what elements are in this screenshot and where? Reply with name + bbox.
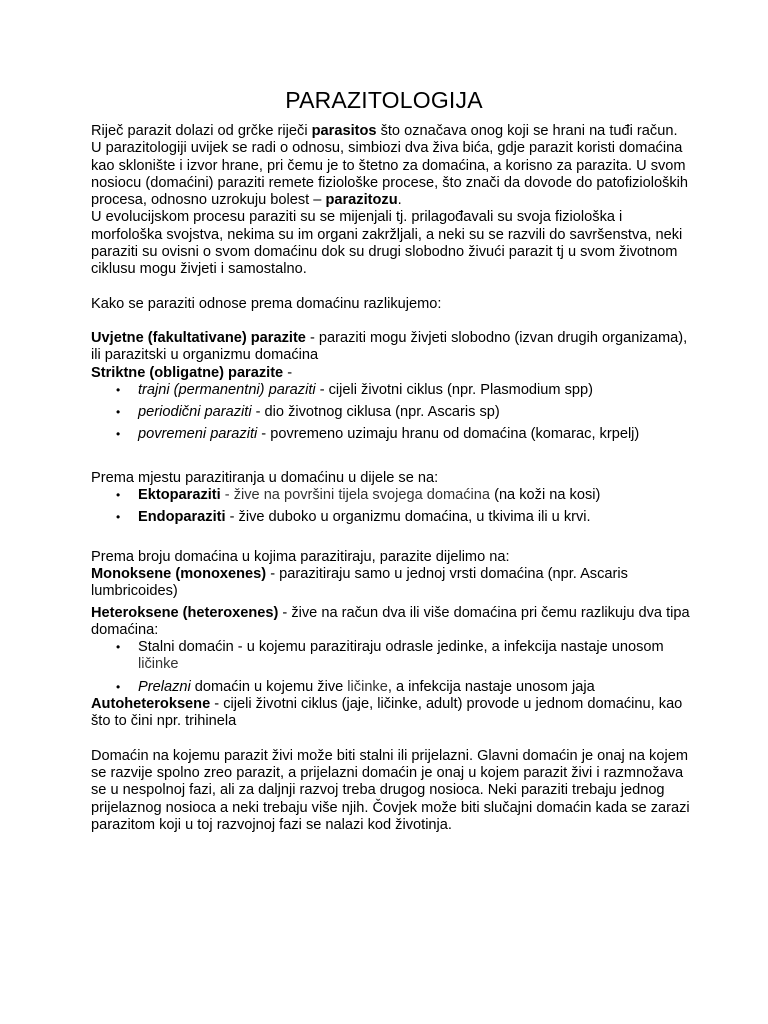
list-item: • periodični paraziti - dio životnog ciklusa (npr. Ascaris sp) bbox=[116, 404, 500, 421]
list-item: • Stalni domaćin - u kojemu parazitiraju odrasle jedinke, a infekcija nastaje unosom ličinke bbox=[116, 639, 664, 673]
bullet-icon: • bbox=[116, 679, 121, 694]
bullet-icon: • bbox=[116, 405, 121, 420]
location-intro: Prema mjestu parazitiranja u domaćinu u dijele se na: bbox=[91, 469, 439, 486]
term-autoheteroxenes: Autoheteroksene bbox=[91, 696, 211, 713]
term-obligate: Striktne (obligatne) parazite bbox=[91, 364, 284, 381]
facultative-paragraph: Uvjetne (fakultativane) parazite - paraziti mogu živjeti slobodno (izvan drugih organizama), ili parazitski u organizmu domaćina bbox=[91, 329, 688, 364]
list-item: • Prelazni domaćin u kojemu žive ličinke, a infekcija nastaje unosom jaja bbox=[116, 678, 595, 695]
intro-paragraph-1: Riječ parazit dolazi od grčke riječi parasitos što označava onog koji se hrani na tuđi račun. U parazitologiji uvijek se radi o odnosu, simbiozi dva živa bića, gdje parazit koristi domaćina kao sklonište i izvor hrane, pri čemu je to štetno za domaćina, a korisno za parazita. U svom nosiocu (domaćini) paraziti remete fiziološke procese, što znači da dovode do patofizioloških procesa, odnosno uzrokuju bolest – parazitozu. bbox=[91, 123, 689, 209]
bullet-icon: • bbox=[116, 488, 121, 503]
heteroxenes-paragraph: Heteroksene (heteroxenes) - žive na račun dva ili više domaćina pri čemu razlikuju dva tipa domaćina: bbox=[91, 604, 690, 638]
term-parasitos: parasitos bbox=[311, 123, 377, 139]
autoheteroxenes-paragraph: Autoheteroksene - cijeli životni ciklus (jaje, ličinke, adult) provode u jednom domaćinu, kao što to čini npr. trihinela bbox=[91, 696, 683, 730]
final-paragraph: Domaćin na kojemu parazit živi može biti stalni ili prijelazni. Glavni domaćin je onaj na kojem se razvije spolno zreo parazit, a prijelazni domaćin je onaj u kojem parazit živi i razmnožava se u nespolnoj fazi, ali za daljnji razvoj treba drugog nosioca. Neki paraziti trebaju jednog prijelaznog nosioca a neki trebaju više njih. Čovjek može biti slučajni domaćin kada se zarazi parazitom koji u toj razvojnoj fazi se nalazi kod životinja. bbox=[91, 747, 690, 833]
bullet-icon: • bbox=[116, 427, 121, 442]
monoxenes-paragraph: Monoksene (monoxenes) - parazitiraju samo u jednoj vrsti domaćina (npr. Ascaris lumbricoides) bbox=[91, 565, 628, 600]
obligate-paragraph: Striktne (obligatne) parazite - bbox=[91, 364, 293, 381]
list-item: • povremeni paraziti - povremeno uzimaju hranu od domaćina (komarac, krpelj) bbox=[116, 426, 640, 443]
list-item: • trajni (permanentni) paraziti - cijeli životni ciklus (npr. Plasmodium spp) bbox=[116, 381, 594, 398]
bullet-icon: • bbox=[116, 382, 121, 397]
relation-intro: Kako se paraziti odnose prema domaćinu razlikujemo: bbox=[91, 295, 442, 312]
hosts-list bbox=[91, 639, 691, 696]
term-parazitozu: parazitozu bbox=[325, 192, 398, 209]
term-heteroxenes: Heteroksene (heteroxenes) bbox=[91, 604, 279, 621]
document-title: PARAZITOLOGIJA bbox=[285, 87, 483, 113]
hosts-intro: Prema broju domaćina u kojima parazitiraju, parazite dijelimo na: bbox=[91, 548, 510, 565]
term-facultative: Uvjetne (fakultativane) parazite bbox=[91, 329, 306, 346]
document-body bbox=[91, 123, 691, 834]
list-item: • Ektoparaziti - žive na površini tijela svojega domaćina (na koži na kosi) bbox=[116, 487, 601, 504]
bullet-icon: • bbox=[116, 640, 121, 655]
obligate-list bbox=[91, 382, 691, 444]
location-list bbox=[91, 487, 691, 527]
intro-paragraph-2: U evolucijskom procesu paraziti su se mijenjali tj. prilagođavali su svoja fiziološka i morfološka svojstva, nekima su im organi zakržljali, a neki su se razvili do savršenstva, neki paraziti su ovisni o svom domaćinu dok su drugi slobodno živući parazit tj u svom životnom ciklusu mogu živjeti i samostalno. bbox=[91, 209, 683, 278]
bullet-icon: • bbox=[116, 510, 121, 525]
list-item: • Endoparaziti - žive duboko u organizmu domaćina, u tkivima ili u krvi. bbox=[116, 509, 591, 526]
term-monoxenes: Monoksene (monoxenes) bbox=[91, 565, 267, 582]
